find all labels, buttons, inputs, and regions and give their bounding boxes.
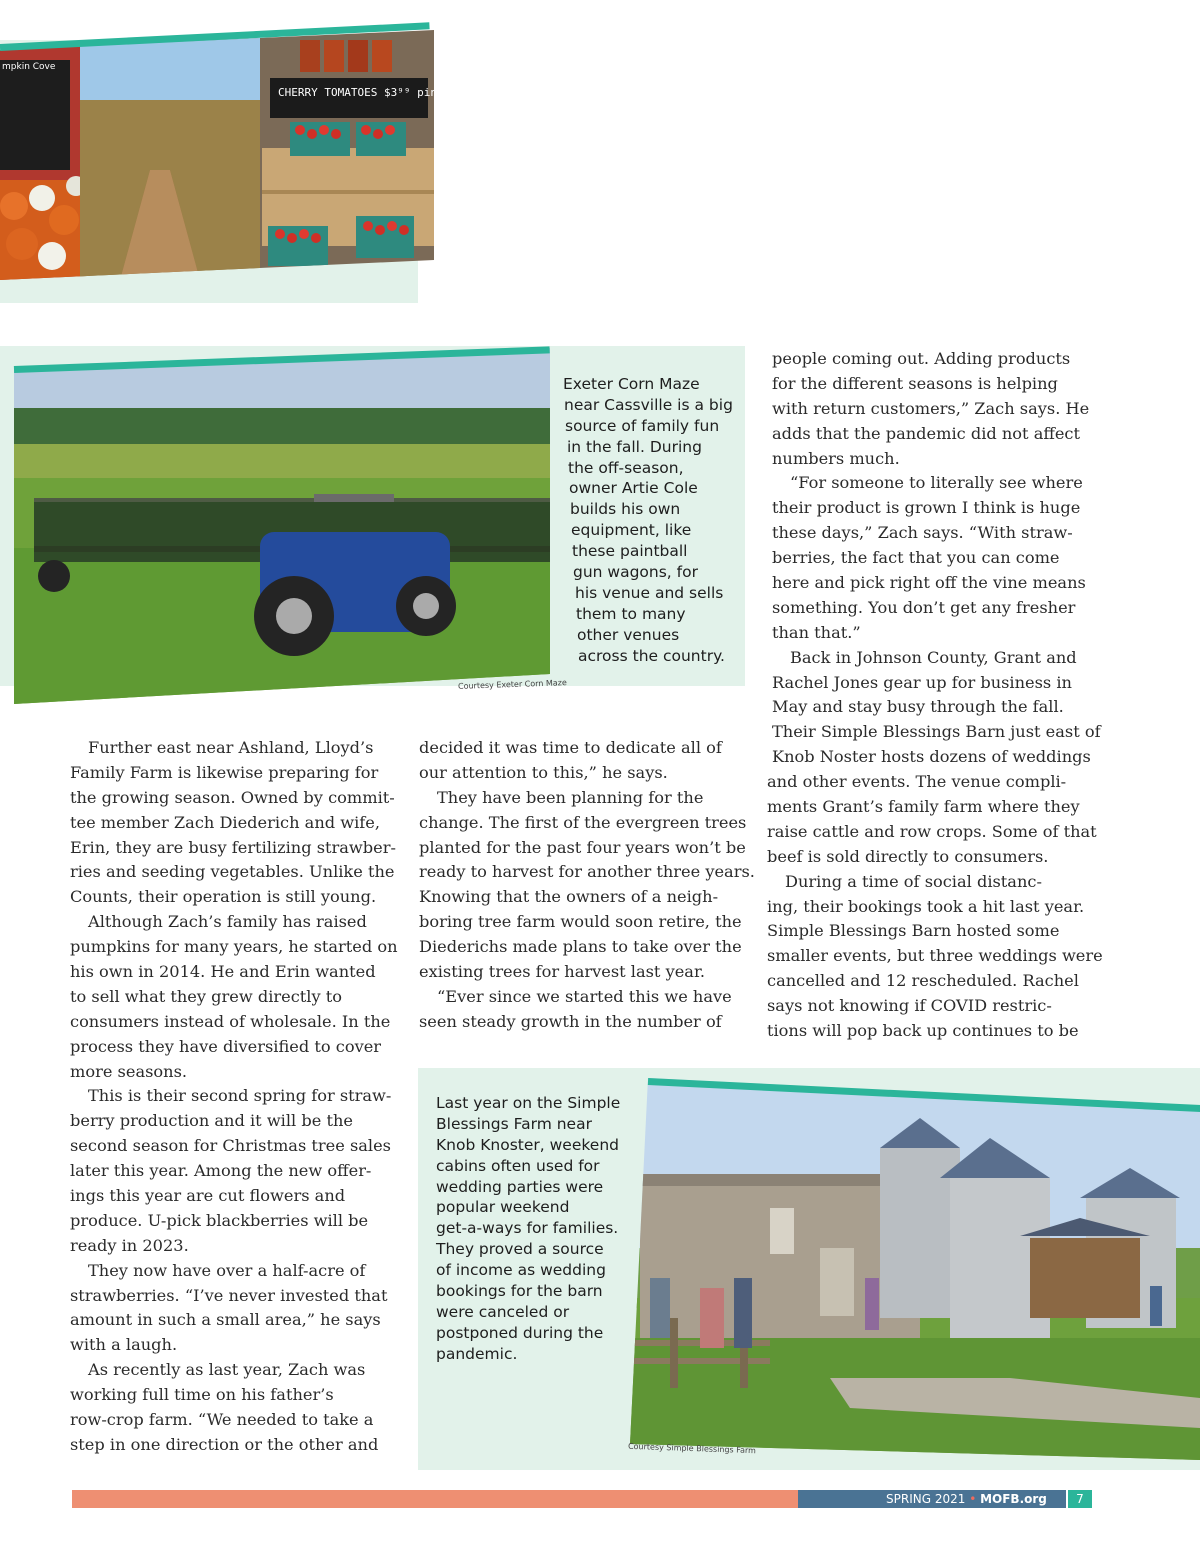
text-line: Although Zach’s family has raised <box>88 912 367 932</box>
text-line: row-crop farm. “We needed to take a <box>70 1410 374 1430</box>
caption-line: other venues <box>577 625 680 644</box>
caption-line: bookings for the barn <box>436 1282 603 1301</box>
text-line: Simple Blessings Barn hosted some <box>767 921 1060 941</box>
caption-line: get-a-ways for families. <box>436 1219 619 1238</box>
footer-bullet: • <box>969 1492 977 1506</box>
simple-blessings-photo <box>627 1078 1200 1460</box>
produce-sign-price: $3⁹⁹ pint <box>383 86 444 99</box>
footer-site-link[interactable]: MOFB.org <box>980 1492 1047 1506</box>
caption-line: of income as wedding <box>436 1261 606 1280</box>
text-line: amount in such a small area,” he says <box>70 1310 381 1330</box>
text-line: here and pick right off the vine means <box>772 573 1086 593</box>
text-line: seen steady growth in the number of <box>419 1011 722 1031</box>
caption-line: Last year on the Simple <box>436 1094 621 1112</box>
text-line: Rachel Jones gear up for business in <box>772 672 1072 692</box>
pumpkin-stand-sign: mpkin Cove <box>2 62 56 72</box>
caption-line: owner Artie Cole <box>569 479 698 498</box>
text-line: cancelled and 12 rescheduled. Rachel <box>767 971 1079 991</box>
top-photo-collage <box>0 30 434 280</box>
text-line: ments Grant’s family farm where they <box>767 797 1080 817</box>
text-line: beef is sold directly to consumers. <box>767 846 1049 866</box>
text-line: tions will pop back up continues to be <box>767 1021 1079 1041</box>
text-line: raise cattle and row crops. Some of that <box>767 821 1097 841</box>
text-line: and other events. The venue compli- <box>767 772 1067 792</box>
article-column-middle <box>419 736 755 1035</box>
text-line: berry production and it will be the <box>70 1111 353 1131</box>
text-line: numbers much. <box>772 448 900 468</box>
caption-line: pandemic. <box>436 1344 518 1363</box>
text-line: process they have diversified to cover <box>70 1036 382 1056</box>
text-line: May and stay busy through the fall. <box>772 697 1064 717</box>
caption-line: Knob Knoster, weekend <box>436 1135 619 1154</box>
text-line: with a laugh. <box>70 1335 178 1355</box>
footer-issue: SPRING 2021 <box>886 1492 966 1506</box>
text-line: ing, their bookings took a hit last year. <box>767 896 1085 916</box>
text-line: consumers instead of wholesale. In the <box>70 1011 391 1031</box>
text-line: second season for Christmas tree sales <box>70 1136 391 1156</box>
corn-maze-photo-credit: Courtesy Exeter Corn Maze <box>457 678 567 691</box>
produce-sign-label: CHERRY TOMATOES <box>278 86 378 99</box>
caption-line: in the fall. During <box>567 437 702 456</box>
text-line: produce. U-pick blackberries will be <box>70 1210 369 1230</box>
text-line: Erin, they are busy fertilizing strawber- <box>70 837 396 857</box>
caption-line: wedding parties were <box>436 1177 604 1196</box>
text-line: more seasons. <box>70 1061 188 1081</box>
text-line: for the different seasons is helping <box>772 373 1058 393</box>
text-line: strawberries. “I’ve never invested that <box>70 1285 388 1305</box>
text-line: adds that the pandemic did not affect <box>772 423 1081 443</box>
corn-maze-image <box>14 348 550 704</box>
text-line: our attention to this,” he says. <box>419 762 668 782</box>
text-line: ready to harvest for another three years. <box>419 862 755 882</box>
text-line: these days,” Zach says. “With straw- <box>772 523 1073 543</box>
text-line: existing trees for harvest last year. <box>419 962 706 982</box>
text-line: pumpkins for many years, he started on <box>70 937 398 957</box>
footer-bar-salmon <box>72 1490 798 1508</box>
text-line: tee member Zach Diederich and wife, <box>70 812 381 832</box>
caption-line: builds his own <box>570 500 681 519</box>
caption-line: They proved a source <box>436 1240 604 1259</box>
text-line: Further east near Ashland, Lloyd’s <box>88 738 374 757</box>
article-column-left <box>70 736 398 1458</box>
text-line: “For someone to literally see where <box>790 473 1083 493</box>
text-line: planted for the past four years won’t be <box>419 837 746 857</box>
article-column-right <box>767 347 1103 1044</box>
text-line: than that.” <box>772 622 861 642</box>
corn-maze-caption <box>563 374 733 666</box>
text-line: smaller events, but three weddings were <box>767 946 1103 966</box>
text-line: decided it was time to dedicate all of <box>419 738 722 757</box>
text-line: ries and seeding vegetables. Unlike the <box>70 862 395 882</box>
simple-blessings-caption <box>436 1093 620 1365</box>
caption-line: Exeter Corn Maze <box>563 375 700 393</box>
text-line: the growing season. Owned by commit- <box>70 787 395 807</box>
text-line: ready in 2023. <box>70 1235 189 1255</box>
caption-line: near Cassville is a big <box>564 395 733 414</box>
caption-line: source of family fun <box>565 416 720 435</box>
text-line: ings this year are cut flowers and <box>70 1186 346 1206</box>
text-line: They now have over a half-acre of <box>88 1260 366 1280</box>
text-line: people coming out. Adding products <box>772 349 1071 368</box>
text-line: something. You don’t get any fresher <box>772 597 1076 617</box>
text-line: his own in 2014. He and Erin wanted <box>70 962 376 982</box>
footer-issue-line <box>886 1490 1047 1508</box>
caption-line: popular weekend <box>436 1198 570 1217</box>
text-line: This is their second spring for straw- <box>88 1086 392 1106</box>
text-line: Knowing that the owners of a neigh- <box>419 887 719 907</box>
caption-line: these paintball <box>572 542 688 561</box>
simple-blessings-image <box>627 1078 1200 1460</box>
caption-line: them to many <box>576 604 686 623</box>
text-line: working full time on his father’s <box>70 1385 334 1405</box>
caption-line: the off-season, <box>568 458 684 477</box>
text-line: boring tree farm would soon retire, the <box>419 912 742 932</box>
simple-blessings-photo-credit: Courtesy Simple Blessings Farm <box>627 1441 757 1456</box>
caption-line: across the country. <box>578 646 725 665</box>
text-line: Diederichs made plans to take over the <box>419 937 742 957</box>
text-line: berries, the fact that you can come <box>772 548 1060 568</box>
text-line: As recently as last year, Zach was <box>88 1360 366 1380</box>
caption-line: gun wagons, for <box>573 563 698 582</box>
text-line: with return customers,” Zach says. He <box>772 398 1090 418</box>
caption-line: cabins often used for <box>436 1156 600 1175</box>
text-line: later this year. Among the new offer- <box>70 1161 372 1181</box>
caption-line: equipment, like <box>571 521 692 540</box>
caption-line: were canceled or <box>436 1302 570 1321</box>
corn-maze-photo <box>14 348 550 704</box>
text-line: During a time of social distanc- <box>785 871 1042 891</box>
caption-line: Blessings Farm near <box>436 1114 592 1133</box>
text-line: Family Farm is likewise preparing for <box>70 762 379 782</box>
text-line: They have been planning for the <box>437 787 704 807</box>
produce-price-sign <box>278 86 444 99</box>
text-line: their product is grown I think is huge <box>772 498 1081 518</box>
text-line: “Ever since we started this we have <box>437 986 732 1006</box>
text-line: says not knowing if COVID restric- <box>767 996 1052 1016</box>
caption-line: his venue and sells <box>575 583 724 602</box>
text-line: change. The first of the evergreen trees <box>419 812 747 832</box>
caption-line: postponed during the <box>436 1323 604 1342</box>
text-line: to sell what they grew directly to <box>70 986 342 1006</box>
photo-collage-image <box>0 30 434 280</box>
text-line: Counts, their operation is still young. <box>70 887 377 907</box>
text-line: Their Simple Blessings Barn just east of <box>772 722 1101 742</box>
text-line: Knob Noster hosts dozens of weddings <box>772 747 1091 767</box>
text-line: step in one direction or the other and <box>70 1434 379 1454</box>
page-number: 7 <box>1068 1490 1092 1508</box>
text-line: Back in Johnson County, Grant and <box>790 647 1077 667</box>
